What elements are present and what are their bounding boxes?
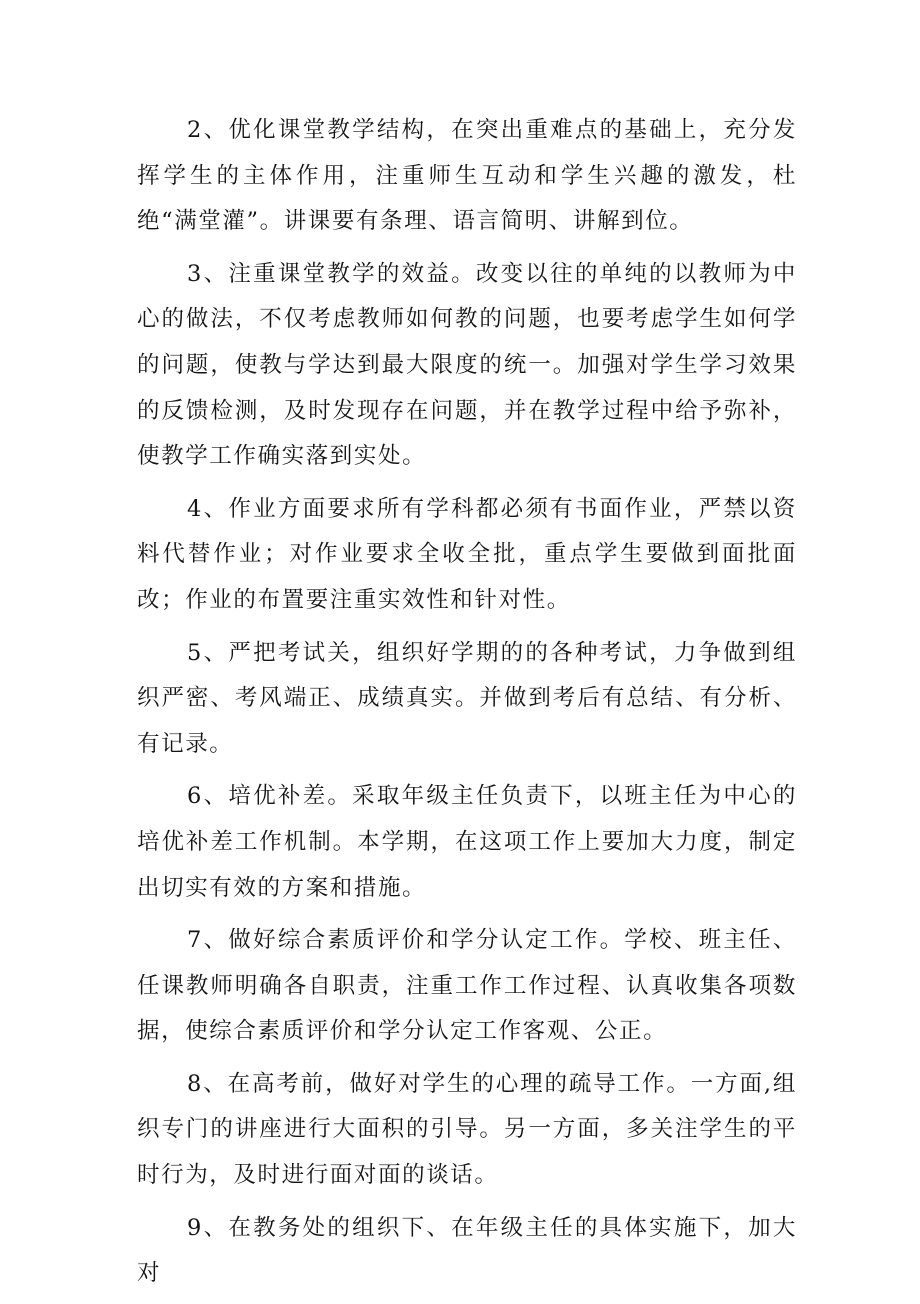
paragraph-item-2: 2、优化课堂教学结构，在突出重难点的基础上，充分发挥学生的主体作用，注重师生互动和学生兴趣的激发，杜绝“满堂灌”。讲课要有条理、语言简明、讲解到位。 bbox=[137, 117, 797, 235]
paragraph-item-9: 9、在教务处的组织下、在年级主任的具体实施下，加大对 bbox=[137, 1214, 797, 1287]
paragraph-item-4: 4、作业方面要求所有学科都必须有书面作业，严禁以资料代替作业；对作业要求全收全批，重点学生要做到面批面改；作业的布置要注重实效性和针对性。 bbox=[137, 495, 797, 613]
paragraph-item-6: 6、培优补差。采取年级主任负责下，以班主任为中心的培优补差工作机制。本学期，在这项工作上要加大力度，制定出切实有效的方案和措施。 bbox=[137, 783, 797, 901]
paragraph-item-7: 7、做好综合素质评价和学分认定工作。学校、班主任、任课教师明确各自职责，注重工作工作过程、认真收集各项数据，使综合素质评价和学分认定工作客观、公正。 bbox=[137, 927, 797, 1045]
paragraph-item-5: 5、严把考试关，组织好学期的的各种考试，力争做到组织严密、考风端正、成绩真实。并做到考后有总结、有分析、有记录。 bbox=[137, 639, 797, 757]
paragraph-item-8: 8、在高考前，做好对学生的心理的疏导工作。一方面,组织专门的讲座进行大面积的引导。另一方面，多关注学生的平时行为，及时进行面对面的谈话。 bbox=[137, 1070, 797, 1189]
document-body bbox=[137, 108, 797, 1304]
paragraph-item-3: 3、注重课堂教学的效益。改变以往的单纯的以教师为中心的做法，不仅考虑教师如何教的问题，也要考虑学生如何学的问题，使教与学达到最大限度的统一。加强对学生学习效果的反馈检测，及时发现存在问题，并在教学过程中给予弥补，使教学工作确实落到实处。 bbox=[137, 260, 797, 470]
